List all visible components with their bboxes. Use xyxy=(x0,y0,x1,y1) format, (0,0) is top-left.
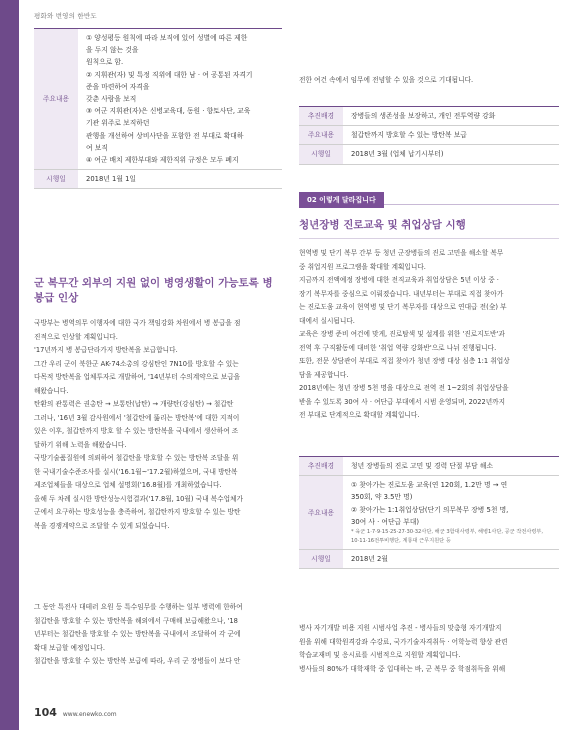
intro-line: 전한 여건 속에서 임무에 전념할 수 있을 것으로 기대됩니다. xyxy=(299,76,474,84)
text-line: 그 동안 특전사 대테러 요원 등 특수임무를 수행하는 일부 병력에 한하여 xyxy=(34,603,243,611)
table-row xyxy=(299,126,559,145)
value-line: 2018년 2월 xyxy=(351,555,388,564)
text-line: 한 국내기술수준조사를 실시('16.1월~'17.2월)하였으며, 국내 방탄복 xyxy=(34,467,238,476)
text-line: 중 취업지원 프로그램을 확대할 계획입니다. xyxy=(299,262,426,271)
value-line: ③ 여군 지휘관(자)은 신병교육대, 동원 · 향토사단, 교육 xyxy=(86,107,251,116)
row-label: 시행일 xyxy=(34,170,78,189)
text-line: 2018년에는 청년 장병 5천 명을 대상으로 전역 전 1~2회의 취업상담을 xyxy=(299,384,509,392)
value-line: 30여 사 · 여단급 부대) xyxy=(351,517,420,526)
value-line: 여 보직 xyxy=(86,143,108,152)
table-row xyxy=(34,170,282,189)
text-line: 교육은 장병 준비 여건에 맞게, 진로탐색 및 설계를 위한 '진로지도반'과 xyxy=(299,330,505,338)
value-line: ④ 여군 배치 제한부대와 제한직위 규정은 모두 폐지 xyxy=(86,156,239,165)
page-number: 104 xyxy=(34,706,57,719)
text-line: 올해 두 차례 실시한 방탄성능시험결과('17.8월, 10월) 국내 복수업체가 xyxy=(34,494,243,503)
value-line: 청년 장병들의 진로 고민 및 경력 단절 부담 해소 xyxy=(351,462,494,470)
row-value xyxy=(343,476,559,550)
text-line: 병사들의 80%가 대학재학 중 입대하는 바, 군 복무 중 학점취득을 위해 xyxy=(299,664,506,673)
value-line: ② 찾아가는 1:1취업상담(단기 의무복무 장병 5천 명, xyxy=(351,505,509,514)
text-line: 지금까지 전액예정 장병에 대한 전직교육과 취업상담은 5년 이상 중 · xyxy=(299,276,499,284)
value-line: 350회, 약 3.5만 명) xyxy=(351,493,413,502)
text-line: 탄환의 관통력은 권총탄 → 보통탄(납탄) → 개량탄(강심탄) → 철갑탄 xyxy=(34,400,234,408)
text-line: 복을 경쟁계약으로 조달할 수 있게 되었습니다. xyxy=(34,521,170,530)
value-line: 갖춘 사람을 보직 xyxy=(86,95,137,104)
text-line: 제조업체들을 대상으로 업체 설명회('16.8월)를 개최하였습니다. xyxy=(34,481,222,489)
text-line: 달하기 위해 노력을 해왔습니다. xyxy=(34,440,127,449)
row-value: 장병들의 생존성을 보장하고, 개인 전투역량 강화 xyxy=(351,112,496,120)
row-label: 시행일 xyxy=(299,145,343,164)
text-line: 현역병 및 단기 복무 간부 등 청년 군장병들의 진로 고민을 해소할 복무 xyxy=(299,249,504,257)
text-line: 원을 위해 대학원격강좌 수강료, 국가기술자격취득 · 어학능력 향상 관련 xyxy=(299,637,508,646)
text-line: 또한, 전문 상담관이 부대로 직접 찾아가 청년 장병 대상 심층 1:1 취업상 xyxy=(299,357,510,365)
sidebar-accent-bar xyxy=(0,0,19,730)
text-line: 확대 보급할 예정입니다. xyxy=(34,643,105,652)
text-line: 진적으로 인상할 계획입니다. xyxy=(34,332,118,341)
text-line: 그간 우리 군이 북한군 AK-74소총의 강심탄인 7N10를 방호할 수 있는 xyxy=(34,359,239,368)
row-label: 추진배경 xyxy=(299,107,343,126)
value-line: 준을 마련하여 자격을 xyxy=(86,82,150,91)
row-value xyxy=(78,29,282,170)
value-line: 관행을 개선하여 상비사단을 포함한 전 부대로 확대하 xyxy=(86,131,244,140)
row-label: 주요내용 xyxy=(34,29,78,170)
table-row xyxy=(299,457,559,476)
text-line: 그러나, '16년 3월 감사원에서 '철갑탄에 뚫리는 방탄복'에 대한 지적이 xyxy=(34,413,240,422)
policy-table-3 xyxy=(299,456,559,569)
table-row xyxy=(299,550,559,569)
section-tag-bar xyxy=(299,187,559,205)
running-head: 평화와 번영의 한반도 xyxy=(34,12,97,20)
body-paragraph xyxy=(299,247,559,423)
policy-table-2 xyxy=(299,106,559,165)
section-heading: 군 복무간 외부의 지원 없이 병영생활이 가능토록 병 봉급 인상 xyxy=(34,277,273,304)
text-line: 년부터는 철갑탄을 방호할 수 있는 방탄복을 국내에서 조달하여 각 군에 xyxy=(34,630,241,638)
row-value: 2018년 3월 (업체 납기시부터) xyxy=(351,150,444,159)
body-paragraph xyxy=(34,317,282,533)
value-line: 을 두지 않는 것을 xyxy=(86,46,139,55)
table-row xyxy=(299,145,559,164)
row-value xyxy=(343,457,559,476)
text-line: 학습교재비 및 응시료를 시범적으로 지원할 계획입니다. xyxy=(299,651,461,659)
table-row xyxy=(299,476,559,550)
policy-table-1 xyxy=(34,28,282,189)
text-line: 담을 제공합니다. xyxy=(299,370,349,379)
row-value: 철갑탄까지 방호할 수 있는 방탄복 보급 xyxy=(351,131,467,140)
value-line: 원칙으로 함. xyxy=(86,58,124,67)
footer-url: www.enewko.com xyxy=(62,711,117,718)
table-row xyxy=(34,29,282,170)
text-line: '17년까지 병 봉급단라가지 방탄복을 보급합니다. xyxy=(34,346,178,354)
text-line: 는 진로도움 교육이 현역병 및 단기 복무자를 대상으로 연대급 전(全) 부 xyxy=(299,303,507,311)
value-line: ② 지휘관(자) 및 특정 직위에 대한 남 · 여 공통된 자격기 xyxy=(86,70,253,79)
row-label: 시행일 xyxy=(299,550,343,569)
value-line: ① 양성평등 원칙에 따라 보직에 있어 성별에 따른 제한 xyxy=(86,34,248,42)
section-heading: 청년장병 진로교육 및 취업상담 시행 xyxy=(299,219,466,231)
text-line: 전역 후 구직활동에 대비한 '취업 역량 강화반'으로 나뉘 진행됩니다. xyxy=(299,343,497,352)
text-line: 대에서 실시됩니다. xyxy=(299,316,355,325)
value-line: 2018년 1월 1일 xyxy=(86,175,136,184)
text-line: 전 부대로 단계적으로 확대할 계획입니다. xyxy=(299,411,420,419)
text-line: 장기 복무자를 중심으로 이뤄졌습니다. 내년부터는 부대로 직접 찾아가 xyxy=(299,289,504,298)
heading-divider xyxy=(299,238,559,239)
row-label: 주요내용 xyxy=(299,476,343,550)
text-line: 해왔습니다. xyxy=(34,386,69,395)
table-row xyxy=(299,107,559,126)
row-value xyxy=(343,550,559,569)
row-value xyxy=(78,170,282,189)
page-footer xyxy=(34,706,117,719)
body-paragraph xyxy=(34,601,282,669)
value-line: 기관 위주로 보직하던 xyxy=(86,119,150,128)
row-label: 추진배경 xyxy=(299,457,343,476)
text-line: 병사 자기개발 비용 지원 시범사업 추진 - 병사들의 맞춤형 자기개발지 xyxy=(299,624,502,632)
row-label: 주요내용 xyxy=(299,126,343,145)
text-line: 국방기술품질원에 의뢰하여 철갑탄을 방호할 수 있는 방탄복 조달을 위 xyxy=(34,454,239,462)
text-line: 철갑탄을 방호할 수 있는 방탄복 보급에 따라, 우리 군 장병들이 보다 안 xyxy=(34,657,241,665)
body-paragraph xyxy=(299,622,559,676)
value-line: ① 찾아가는 진로도움 교육(연 120회, 1.2만 명 → 연 xyxy=(351,481,508,490)
text-line: 군에서 요구하는 방호성능을 충족하여, 철갑탄까지 방호할 수 있는 방탄 xyxy=(34,508,241,516)
text-line: 철갑탄을 방호할 수 있는 방탄복을 해외에서 구매해 보급해왔으나, '18 xyxy=(34,616,238,625)
text-line: 국방부는 병역의무 이행자에 대한 국가 책임강화 차원에서 병 봉급을 점 xyxy=(34,319,241,327)
text-line: 있은 이후, 철갑탄까지 방호 할 수 있는 방탄복을 국내에서 생산하여 조 xyxy=(34,427,239,435)
footnote: * 육군 1·7·9·15·25·27·30·32사단, 해군 3함대사령부, 해병1사단, 공군 작전사령부, 10·11·16전투비행단, 계룡대 근무지원단 등 xyxy=(351,529,544,545)
text-line: 받을 수 있도록 30여 사 · 여단급 부대에서 시범 운영되며, 2022년까지 xyxy=(299,397,506,406)
text-line: 다목적 방탄복을 업체투자로 개발하여, '14년부터 수의계약으로 보급을 xyxy=(34,373,241,381)
section-tag: 02 이렇게 달라집니다 xyxy=(299,192,384,208)
